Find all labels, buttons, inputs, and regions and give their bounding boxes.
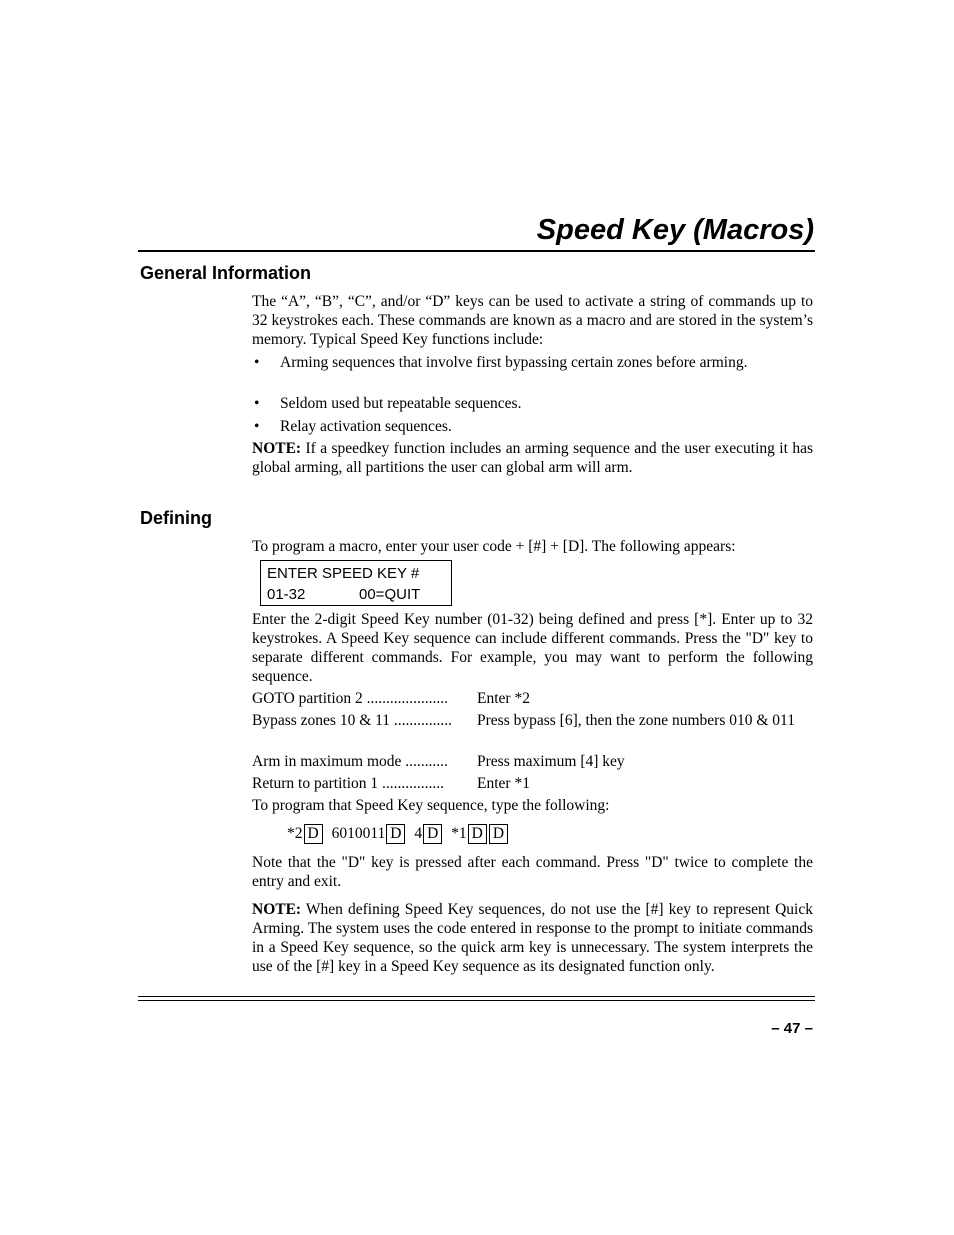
page-number: – 47 – [771, 1020, 813, 1037]
general-intro: The “A”, “B”, “C”, and/or “D” keys can be used to activate a string of commands up to 32 keystrokes each. These commands are known as a macro and are stored in the system’s memory. Typical Speed Key functions include: [252, 293, 813, 348]
sequence-action: Press bypass [6], then the zone numbers 010 & 011 [477, 712, 795, 729]
section-heading-defining: Defining [140, 508, 212, 528]
sequence-label: Return to partition 1 ................ [252, 775, 445, 792]
list-item-text: Relay activation sequences. [280, 418, 452, 435]
sequence-row [252, 711, 813, 730]
defining-intro: To program a macro, enter your user code + [#] + [D]. The following appears: [252, 538, 736, 555]
key-text: *2 [287, 825, 303, 842]
sequence-row [252, 752, 813, 771]
bullet-icon: • [254, 395, 260, 412]
defining-para-1: Enter the 2-digit Speed Key number (01-32) being defined and press [*]. Enter up to 32 keystrokes. A Speed Key sequence can include different commands. Press the "D" key to separate different commands. For example, you may want to perform the following sequence. [252, 611, 813, 685]
note-text: When defining Speed Key sequences, do not use the [#] key to represent Quick Arming. The system uses the code entered in response to the prompt to initiate commands in a Speed Key sequence, so the quick arm key is unnecessary. The system interprets the use of the [#] key in a Speed Key sequence as its designated function only. [252, 901, 813, 975]
general-note [252, 439, 813, 477]
note-label: NOTE: [252, 440, 302, 457]
d-key-box: D [489, 824, 508, 844]
d-key-box: D [468, 824, 487, 844]
list-item [252, 394, 813, 413]
bullet-icon: • [254, 354, 260, 371]
section-heading-general: General Information [140, 263, 312, 283]
display-range: 01-32 [267, 586, 306, 603]
footer-rule [138, 996, 815, 1001]
sequence-action: Enter *2 [477, 690, 530, 707]
key-text: *1 [451, 825, 467, 842]
key-text: 6010011 [331, 825, 386, 842]
list-item-text: Arming sequences that involve first bypassing certain zones before arming. [280, 354, 748, 371]
program-intro: To program that Speed Key sequence, type the following: [252, 797, 610, 814]
keypad-display-box [260, 560, 452, 606]
key-sequence [287, 824, 509, 844]
sequence-label: Bypass zones 10 & 11 ............... [252, 712, 453, 729]
d-key-box: D [304, 824, 323, 844]
page-title: Speed Key (Macros) [536, 214, 814, 246]
title-rule [138, 250, 815, 252]
display-quit: 00=QUIT [359, 586, 421, 603]
sequence-action: Enter *1 [477, 775, 530, 792]
display-line-2 [267, 584, 451, 605]
defining-note [252, 900, 813, 976]
display-line-1: ENTER SPEED KEY # [267, 565, 420, 582]
list-item [252, 353, 813, 372]
defining-para-2: Note that the "D" key is pressed after each command. Press "D" twice to complete the entry and exit. [252, 854, 813, 890]
bullet-icon: • [254, 418, 260, 435]
d-key-box: D [386, 824, 405, 844]
sequence-label: Arm in maximum mode ........... [252, 753, 448, 770]
key-text: 4 [414, 825, 423, 842]
sequence-label: GOTO partition 2 ..................... [252, 690, 449, 707]
list-item [252, 417, 813, 436]
note-text: If a speedkey function includes an arming sequence and the user executing it has global arming, all partitions the user can global arm will arm. [252, 440, 813, 476]
sequence-row [252, 774, 813, 793]
list-item-text: Seldom used but repeatable sequences. [280, 395, 522, 412]
d-key-box: D [423, 824, 442, 844]
note-label: NOTE: [252, 901, 302, 918]
sequence-action: Press maximum [4] key [477, 753, 625, 770]
sequence-row [252, 689, 813, 708]
